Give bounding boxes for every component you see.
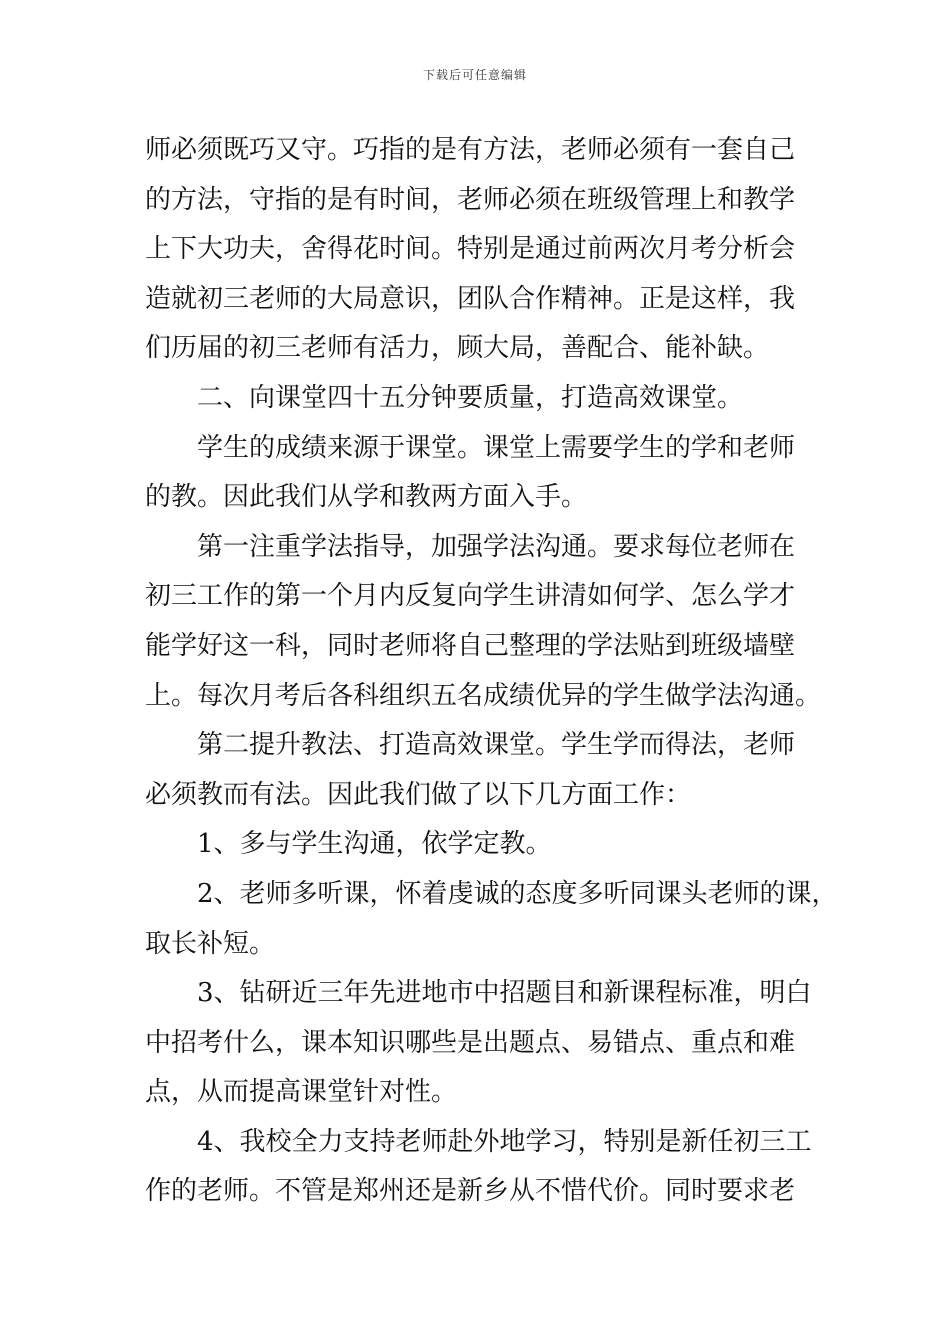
text-line: 3、钻研近三年先进地市中招题目和新课程标准，明白 (197, 978, 812, 1009)
text-line: 第二提升教法、打造高效课堂。学生学而得法，老师 (197, 730, 796, 761)
text-line: 必须教而有法。因此我们做了以下几方面工作： (145, 779, 692, 810)
text-line: 2、老师多听课，怀着虔诚的态度多听同课头老师的课， (197, 878, 838, 909)
page-header-note: 下载后可任意编辑 (422, 68, 527, 82)
text-line: 师必须既巧又守。巧指的是有方法，老师必须有一套自己 (145, 135, 796, 165)
text-line: 二、向课堂四十五分钟要质量，打造高效课堂。 (197, 382, 744, 413)
text-line: 取长补短。 (145, 928, 276, 959)
text-line: 1、多与学生沟通，依学定教。 (197, 829, 552, 860)
text-line: 们历届的初三老师有活力，顾大局，善配合、能补缺。 (145, 333, 770, 364)
text-line: 作的老师。不管是郑州还是新乡从不惜代价。同时要求老 (145, 1176, 796, 1207)
text-line: 学生的成绩来源于课堂。课堂上需要学生的学和老师 (197, 432, 796, 463)
text-line: 初三工作的第一个月内反复向学生讲清如何学、怎么学才 (145, 581, 796, 612)
text-line: 中招考什么，课本知识哪些是出题点、易错点、重点和难 (145, 1027, 796, 1058)
text-line: 点，从而提高课堂针对性。 (145, 1077, 458, 1108)
text-line: 第一注重学法指导，加强学法沟通。要求每位老师在 (197, 531, 796, 562)
text-line: 上下大功夫，舍得花时间。特别是通过前两次月考分析会 (145, 234, 796, 265)
body-text (145, 126, 838, 1217)
text-line: 能学好这一科，同时老师将自己整理的学法贴到班级墙壁 (145, 630, 796, 661)
text-line: 造就初三老师的大局意识，团队合作精神。正是这样，我 (145, 283, 796, 314)
text-line: 的方法，守指的是有时间，老师必须在班级管理上和教学 (145, 184, 796, 215)
text-line: 4、我校全力支持老师赴外地学习，特别是新任初三工 (197, 1126, 812, 1157)
text-line: 的教。因此我们从学和教两方面入手。 (145, 482, 588, 513)
text-line: 上。每次月考后各科组织五名成绩优异的学生做学法沟通。 (145, 680, 822, 711)
